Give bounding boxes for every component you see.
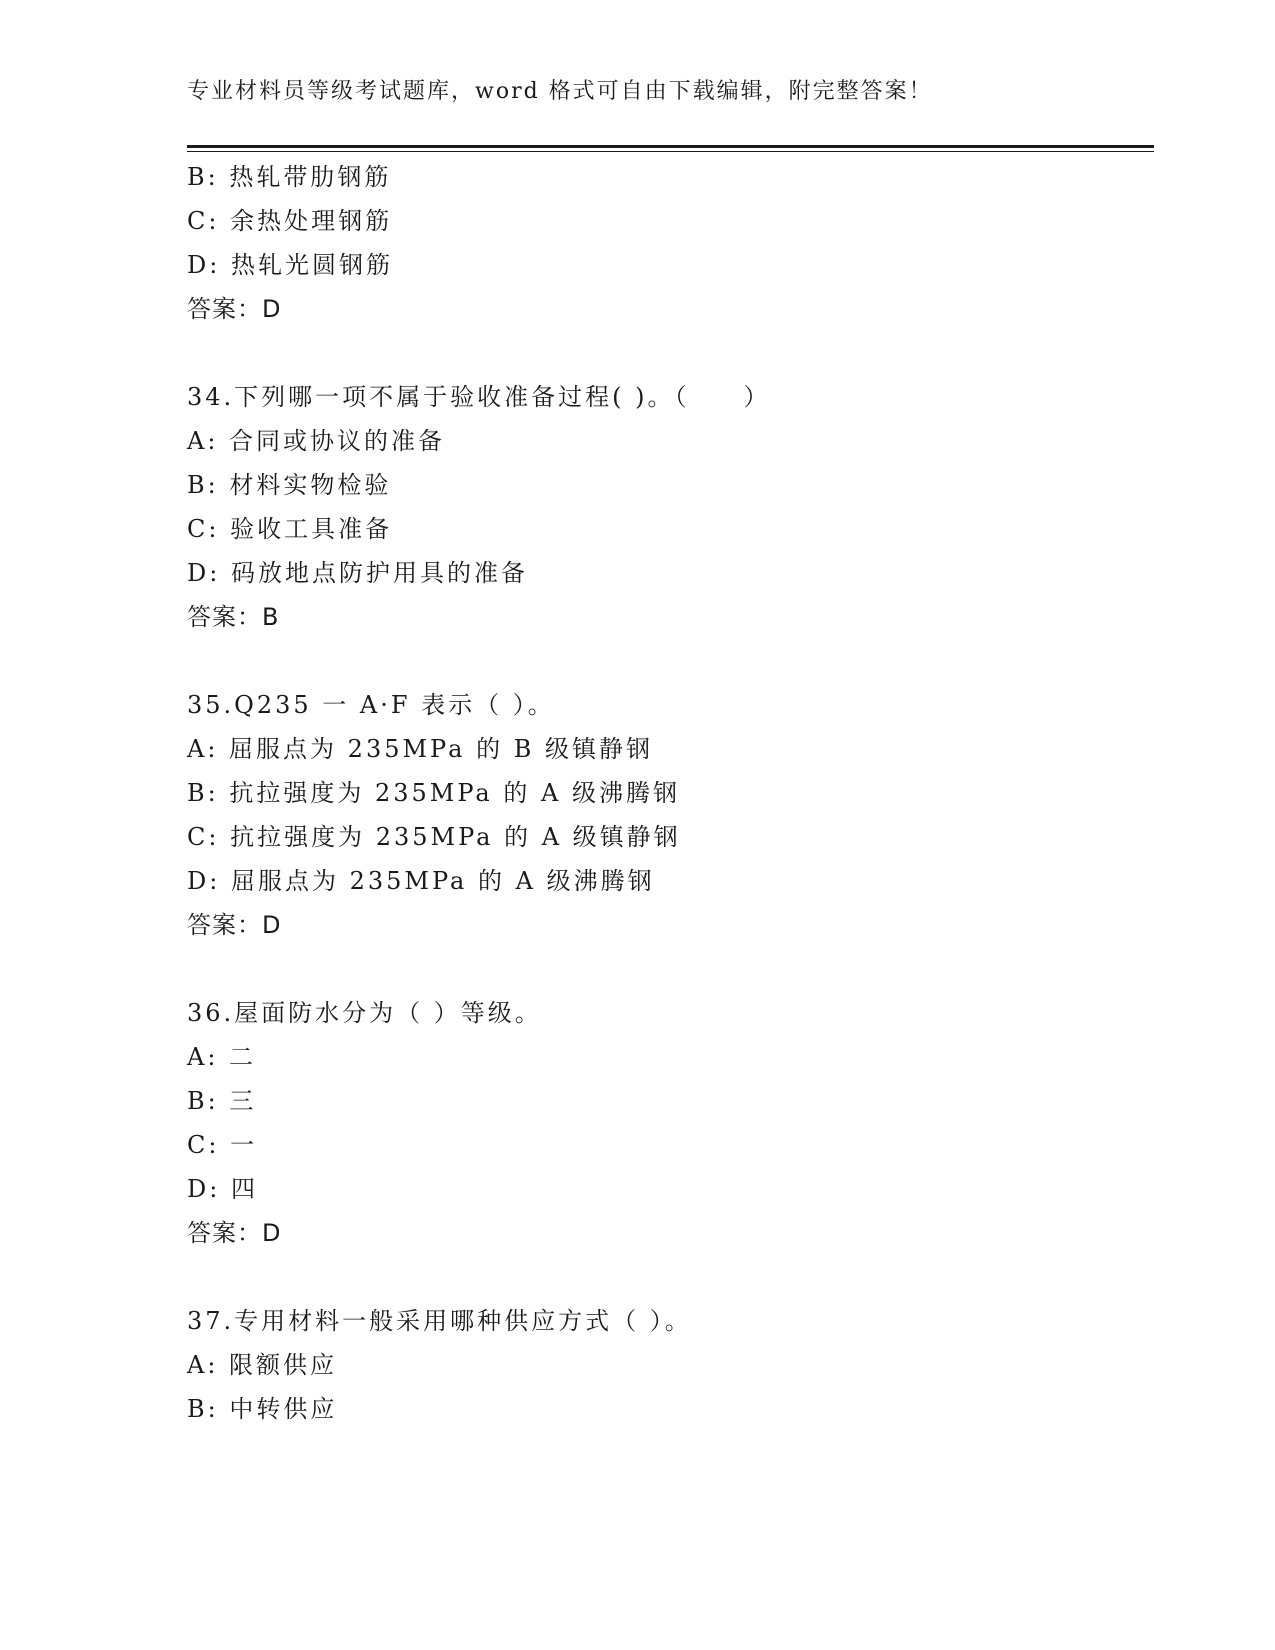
option-b: B: 三: [187, 1087, 257, 1115]
option-d: D: 四: [187, 1175, 258, 1203]
answer-line: 答案：D: [187, 1219, 282, 1247]
option-d: D: 码放地点防护用具的准备: [187, 559, 528, 587]
option-a: A: 二: [187, 1043, 257, 1071]
option-c: C: 抗拉强度为 235MPa 的 A 级镇静钢: [187, 823, 681, 851]
option-a: A: 屈服点为 235MPa 的 B 级镇静钢: [187, 735, 653, 763]
option-b: B: 中转供应: [187, 1395, 338, 1423]
question-stem: 35.Q235 一 A·F 表示（ ）。: [187, 691, 555, 719]
option-c: C: 验收工具准备: [187, 515, 393, 543]
option-d: D: 热轧光圆钢筋: [187, 251, 393, 279]
question-stem: 36.屋面防水分为（ ）等级。: [187, 999, 542, 1027]
answer-line: 答案：B: [187, 603, 280, 631]
answer-line: 答案：D: [187, 295, 282, 323]
option-b: B: 材料实物检验: [187, 471, 392, 499]
option-c: C: 余热处理钢筋: [187, 207, 393, 235]
header-rule: [187, 145, 1154, 148]
option-c: C: 一: [187, 1131, 258, 1159]
option-a: A: 限额供应: [187, 1351, 338, 1379]
option-d: D: 屈服点为 235MPa 的 A 级沸腾钢: [187, 867, 655, 895]
question-stem: 34.下列哪一项不属于验收准备过程( )。（ ）: [187, 383, 771, 411]
answer-line: 答案：D: [187, 911, 282, 939]
question-stem: 37.专用材料一般采用哪种供应方式（ ）。: [187, 1307, 692, 1335]
option-a: A: 合同或协议的准备: [187, 427, 446, 455]
page-header: 专业材料员等级考试题库，word 格式可自由下载编辑，附完整答案！: [187, 79, 933, 104]
option-b: B: 抗拉强度为 235MPa 的 A 级沸腾钢: [187, 779, 680, 807]
option-b: B: 热轧带肋钢筋: [187, 163, 392, 191]
header-rule-thin: [187, 151, 1154, 152]
